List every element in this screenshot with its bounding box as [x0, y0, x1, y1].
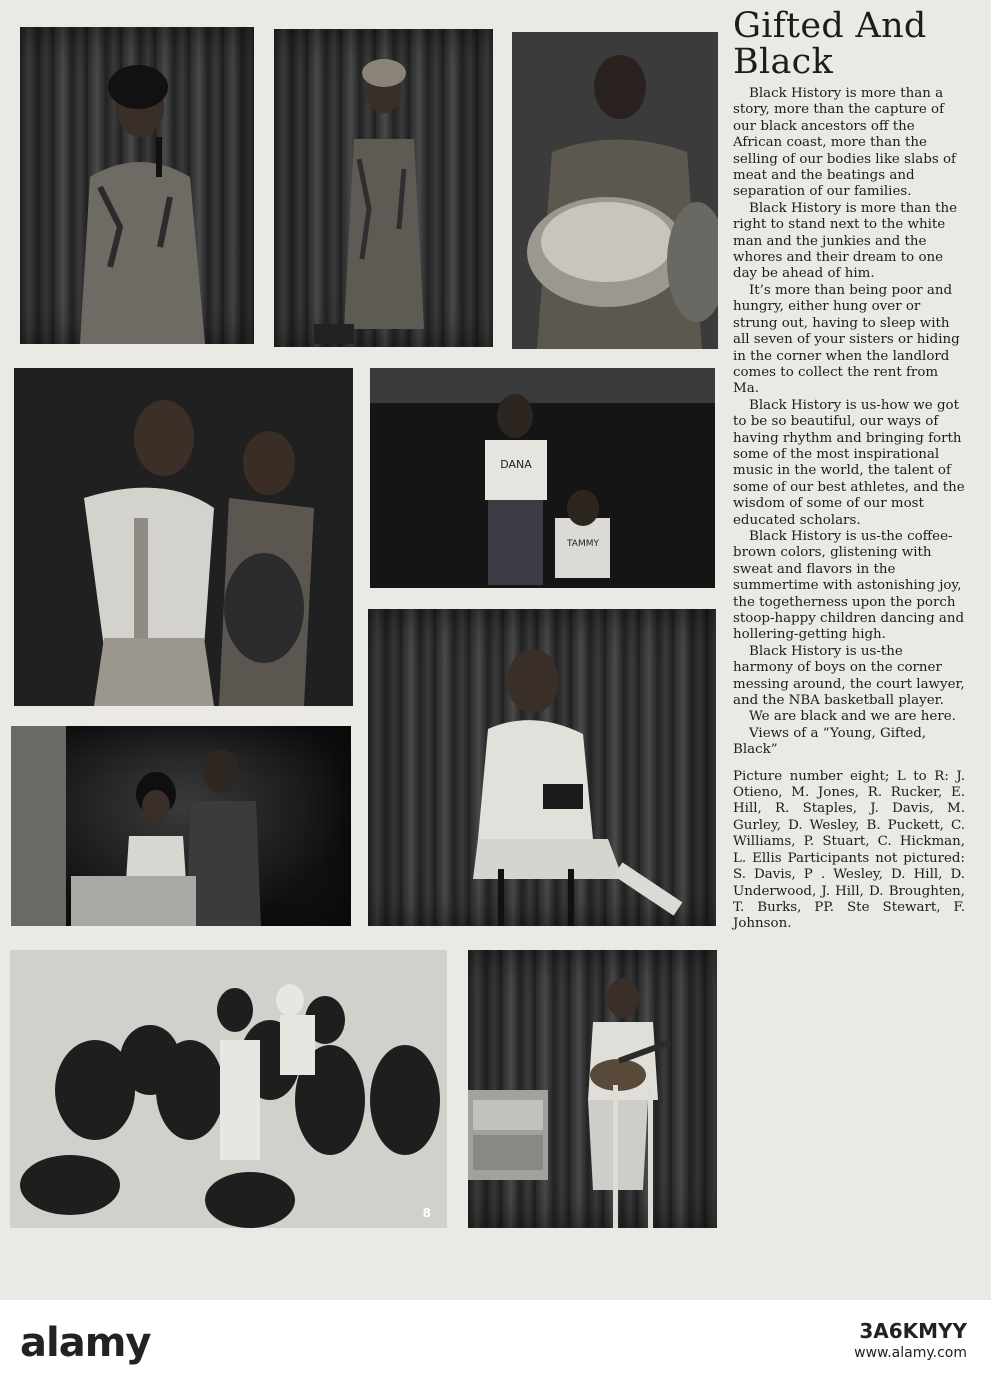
photo-woman-singing-in-gown: [274, 29, 493, 347]
gown-singer-figure: [274, 29, 493, 347]
article-paragraph: It’s more than being poor and hungry, either hung over or strung out, having to sleep with all seven of your sisters or hiding in the corner when the landlord comes to collect the rent from Ma.: [733, 282, 960, 397]
photo-boy-playing-guitar: [468, 950, 717, 1228]
group-students-figures: [10, 950, 447, 1228]
article-paragraph: Black History is us-the harmony of boys on the corner messing around, the court lawyer, and the NBA basketball player.: [733, 643, 965, 709]
seated-woman-figure: [368, 609, 716, 926]
image-id: 3A6KMYY: [859, 1319, 967, 1343]
photo-couple-acting-scene: [14, 368, 353, 706]
shirt-label-dana: DANA: [500, 458, 532, 471]
article-paragraph: Black History is more than a story, more than the capture of our black ancestors off the African coast, more than the selling of our bodies like slabs of meat and the beatings and separation of our families.: [733, 86, 956, 200]
article-paragraph: Black History is more than the right to stand next to the white man and the junkies and the whores and their dream to one day be ahead of him.: [733, 200, 958, 282]
acting-couple-figures: [14, 368, 353, 706]
article-paragraph: We are black and we are here.: [749, 709, 956, 725]
site-url: www.alamy.com: [854, 1345, 967, 1361]
stock-footer: [0, 1300, 991, 1390]
guitar-player-figure: [468, 950, 717, 1228]
photo-woman-seated-on-stool: [368, 609, 716, 926]
dana-tammy-figures: [370, 368, 715, 588]
photo-group-picture-number-eight: [10, 950, 447, 1228]
article-paragraph: Black History is us-the coffee-brown colors, glistening with sweat and flavors in the summertime with astonishing joy, the togetherness upon the porch stoop-happy children dancing and hollering-getting high.: [733, 528, 965, 643]
photo-woman-with-microphone: [20, 27, 254, 344]
woman-singer-figure: [20, 27, 254, 344]
photo-man-playing-steel-drum: [512, 32, 718, 349]
article-paragraph: Views of a “Young, Gifted, Black”: [733, 725, 927, 758]
alamy-logo: alamy: [20, 1320, 151, 1366]
article-paragraph: Black History is us-how we got to be so beautiful, our ways of having rhythm and bringing forth some of the most inspirational music in the world, the talent of some of our best athletes, and the wisdom of some of our most educated scholars.: [733, 397, 965, 528]
shirt-label-tammy: TAMMY: [567, 539, 599, 549]
footer-info: [854, 1320, 967, 1364]
article-headline: Gifted And Black: [733, 6, 927, 82]
photo-caption: Picture number eight; L to R: J. Otieno, M. Jones, R. Rucker, E. Hill, R. Staples, J. Davis, M. Gurley, D. Wesley, B. Puckett, C. Williams, P. Stuart, C. Hickman, L. Ellis Participants not pictured: S. Davis, P . Wesley, D. Hill, D. Underwood, J. Hill, D. Broughten, T. Burks, PP. Ste Stewart, F. Johnson.: [733, 768, 965, 932]
photo-number-label: 8: [422, 1206, 431, 1220]
podium-couple-figures: [11, 726, 351, 926]
steel-drum-player-figure: [512, 32, 718, 349]
article-column: [733, 8, 965, 946]
photo-girls-dana-and-tammy-on-stage: [370, 368, 715, 588]
photo-couple-at-podium: [11, 726, 351, 926]
